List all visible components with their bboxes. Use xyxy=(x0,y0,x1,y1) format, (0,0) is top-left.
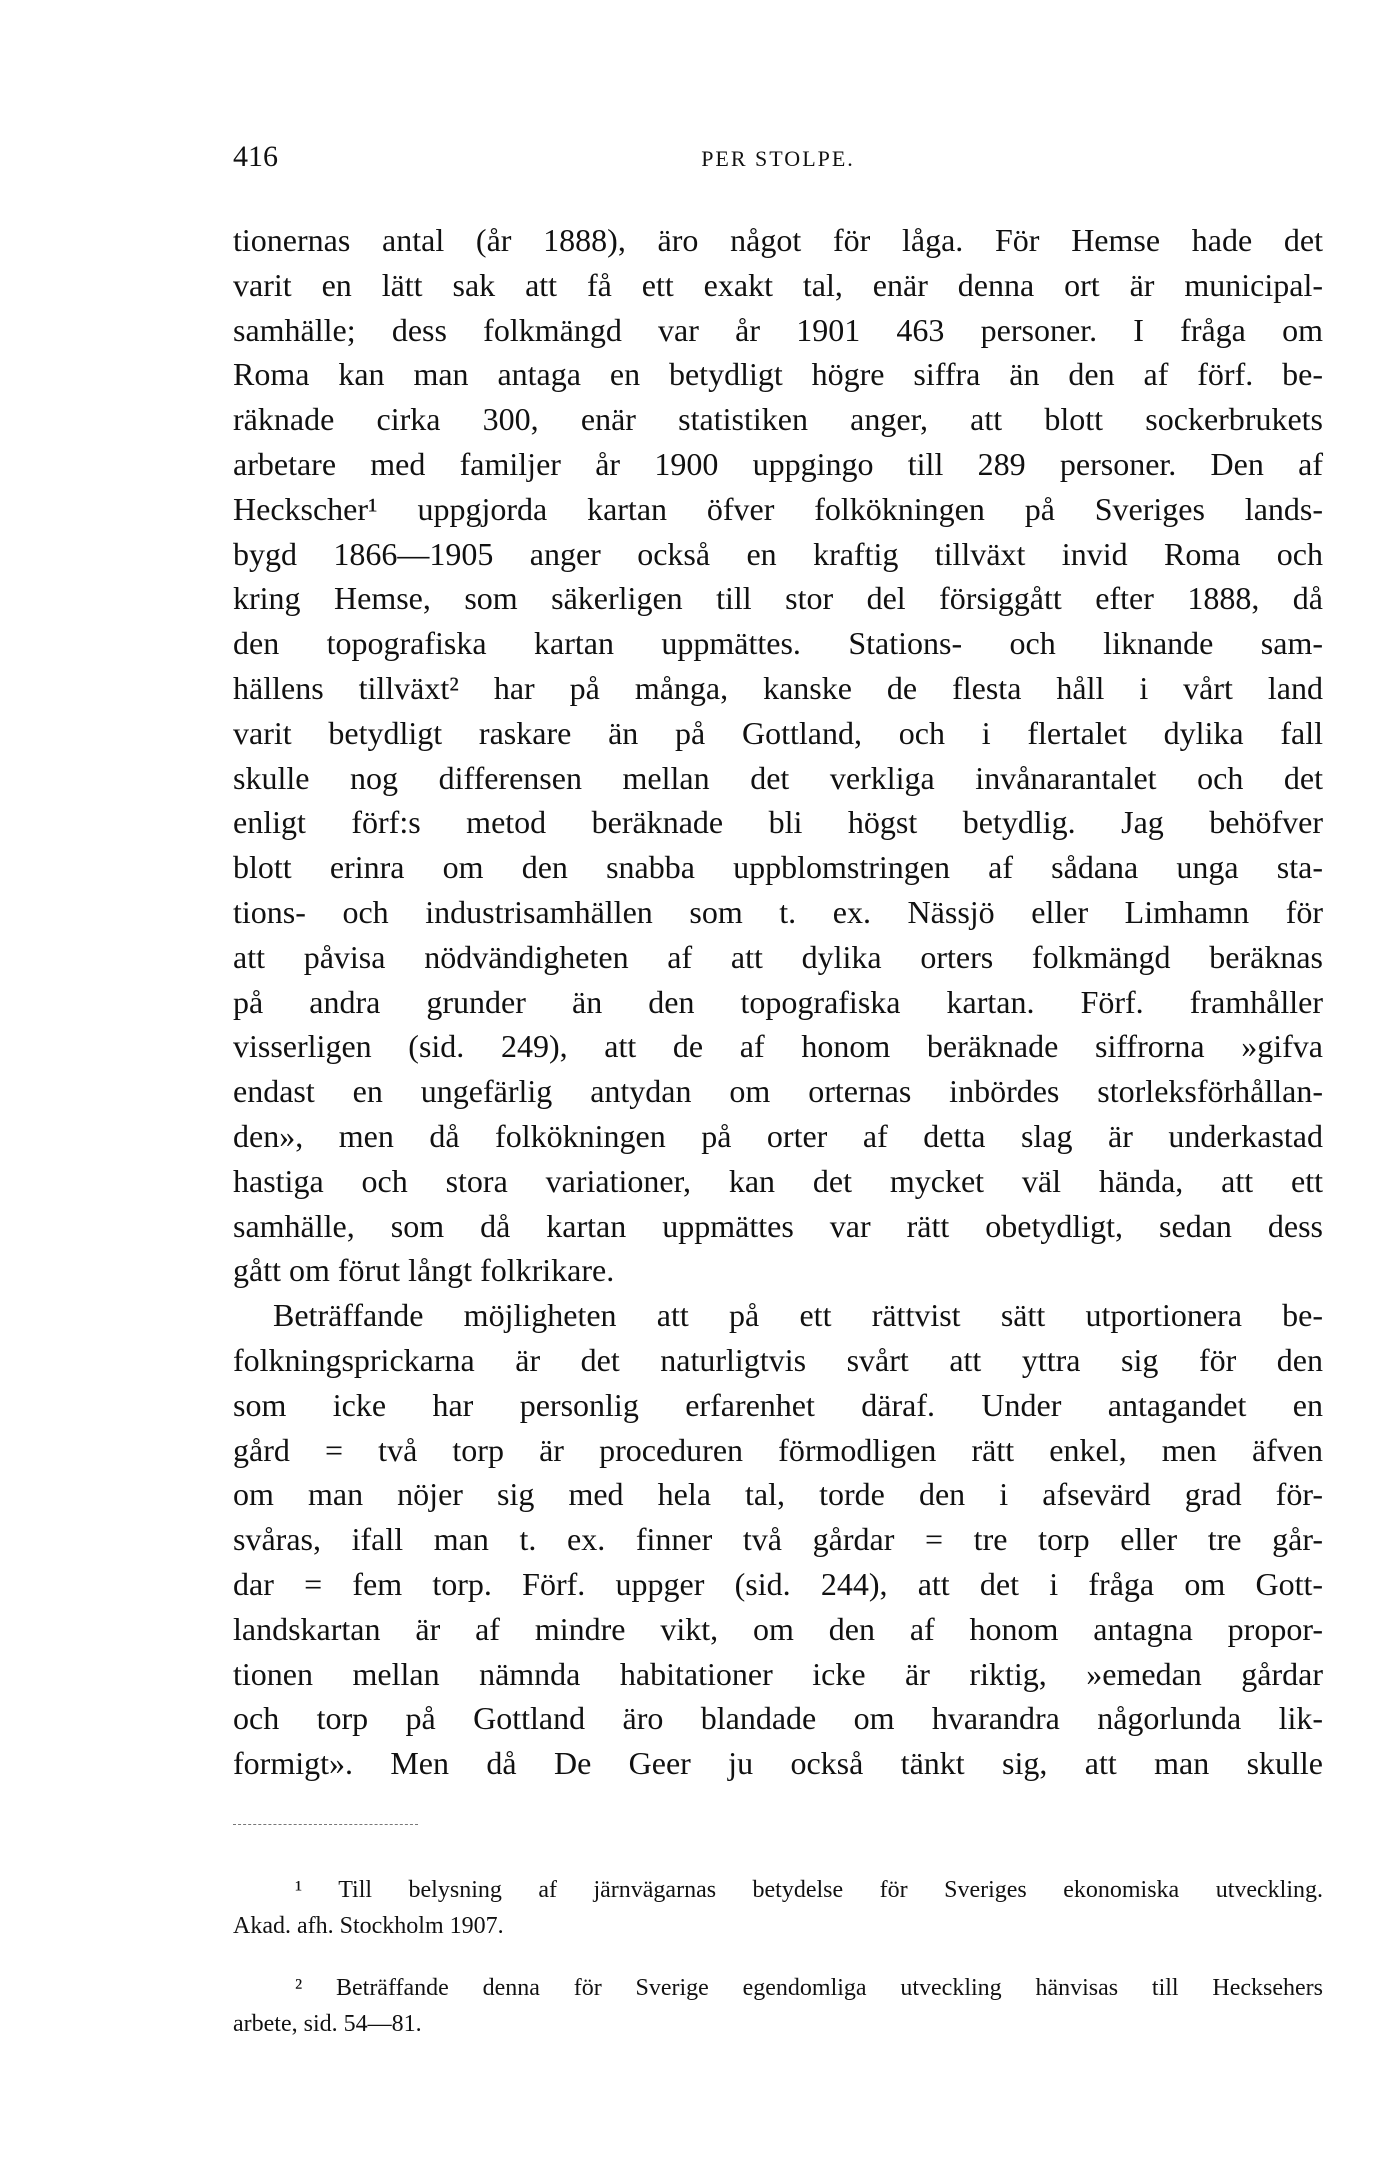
text-line: folkningsprickarna är det naturligtvis svårt att yttra sig för den xyxy=(233,1341,1323,1378)
text-line: formigt». Men då De Geer ju också tänkt sig, att man skulle xyxy=(233,1745,1323,1782)
text-line: skulle nog differensen mellan det verkliga invånarantalet och det xyxy=(233,759,1323,796)
text-line: räknade cirka 300, enär statistiken anger, att blott sockerbrukets xyxy=(233,401,1323,438)
text-line: landskartan är af mindre vikt, om den af honom antagna propor- xyxy=(233,1610,1323,1647)
paragraph-end-line: gått om förut långt folkrikare. xyxy=(233,1252,615,1289)
body-text xyxy=(233,218,1323,1786)
footnote-2-line: arbete, sid. 54—81. xyxy=(233,2011,422,2037)
text-line: varit betydligt raskare än på Gottland, och i flertalet dylika fall xyxy=(233,714,1323,751)
text-line: kring Hemse, som säkerligen till stor del försiggått efter 1888, då xyxy=(233,580,1323,617)
text-line: bygd 1866—1905 anger också en kraftig tillväxt invid Roma och xyxy=(233,535,1323,572)
text-line: hällens tillväxt² har på många, kanske de flesta håll i vårt land xyxy=(233,669,1323,706)
text-line: samhälle, som då kartan uppmättes var rätt obetydligt, sedan dess xyxy=(233,1207,1323,1244)
footnote-1-line: ¹ Till belysning af järnvägarnas betydelse för Sveriges ekonomiska utveckling. xyxy=(295,1877,1323,1903)
footnote-2-line: ² Beträffande denna för Sverige egendomliga utveckling hänvisas till Hecksehers xyxy=(295,1975,1323,2001)
text-line: visserligen (sid. 249), att de af honom beräknade siffrorna »gifva xyxy=(233,1028,1323,1065)
text-line: endast en ungefärlig antydan om orternas inbördes storleksförhållan- xyxy=(233,1073,1323,1110)
text-line: hastiga och stora variationer, kan det mycket väl hända, att ett xyxy=(233,1162,1323,1199)
text-line: varit en lätt sak att få ett exakt tal, enär denna ort är municipal- xyxy=(233,266,1323,303)
footnote-1-line: Akad. afh. Stockholm 1907. xyxy=(233,1913,504,1939)
text-line: gård = två torp är proceduren förmodligen rätt enkel, men äfven xyxy=(233,1431,1323,1468)
text-line: samhälle; dess folkmängd var år 1901 463 personer. I fråga om xyxy=(233,311,1323,348)
text-line: blott erinra om den snabba uppblomstringen af sådana unga sta- xyxy=(233,849,1323,886)
text-line: på andra grunder än den topografiska kartan. Förf. framhåller xyxy=(233,983,1323,1020)
footnotes xyxy=(233,1872,1323,2042)
text-line: den topografiska kartan uppmättes. Stations- och liknande sam- xyxy=(233,625,1323,662)
footnote-spacer xyxy=(233,1944,1323,1970)
paragraph-start-line: Beträffande möjligheten att på ett rättvist sätt utportionera be- xyxy=(273,1297,1323,1334)
text-line: och torp på Gottland äro blandade om hvarandra någorlunda lik- xyxy=(233,1700,1323,1737)
text-line: svåras, ifall man t. ex. finner två gårdar = tre torp eller tre går- xyxy=(233,1521,1323,1558)
page-header xyxy=(233,140,1323,180)
text-line: Roma kan man antaga en betydligt högre siffra än den af förf. be- xyxy=(233,356,1323,393)
text-line: som icke har personlig erfarenhet däraf. Under antagandet en xyxy=(233,1386,1323,1423)
page-number: 416 xyxy=(233,140,278,173)
footnote-divider xyxy=(233,1824,418,1825)
text-line: dar = fem torp. Förf. uppger (sid. 244), att det i fråga om Gott- xyxy=(233,1565,1323,1602)
text-line: att påvisa nödvändigheten af att dylika orters folkmängd beräknas xyxy=(233,938,1323,975)
text-line: arbetare med familjer år 1900 uppgingo till 289 personer. Den af xyxy=(233,445,1323,482)
text-line: enligt förf:s metod beräknade bli högst betydlig. Jag behöfver xyxy=(233,804,1323,841)
text-line: den», men då folkökningen på orter af detta slag är underkastad xyxy=(233,1117,1323,1154)
text-line: om man nöjer sig med hela tal, torde den i afsevärd grad för- xyxy=(233,1476,1323,1513)
text-line: tionen mellan nämnda habitationer icke är riktig, »emedan gårdar xyxy=(233,1655,1323,1692)
text-line: tionernas antal (år 1888), äro något för låga. För Hemse hade det xyxy=(233,222,1323,258)
text-line: Heckscher¹ uppgjorda kartan öfver folkökningen på Sveriges lands- xyxy=(233,490,1323,527)
text-line: tions- och industrisamhällen som t. ex. Nässjö eller Limhamn för xyxy=(233,893,1323,930)
running-head: PER STOLPE. xyxy=(701,146,855,171)
